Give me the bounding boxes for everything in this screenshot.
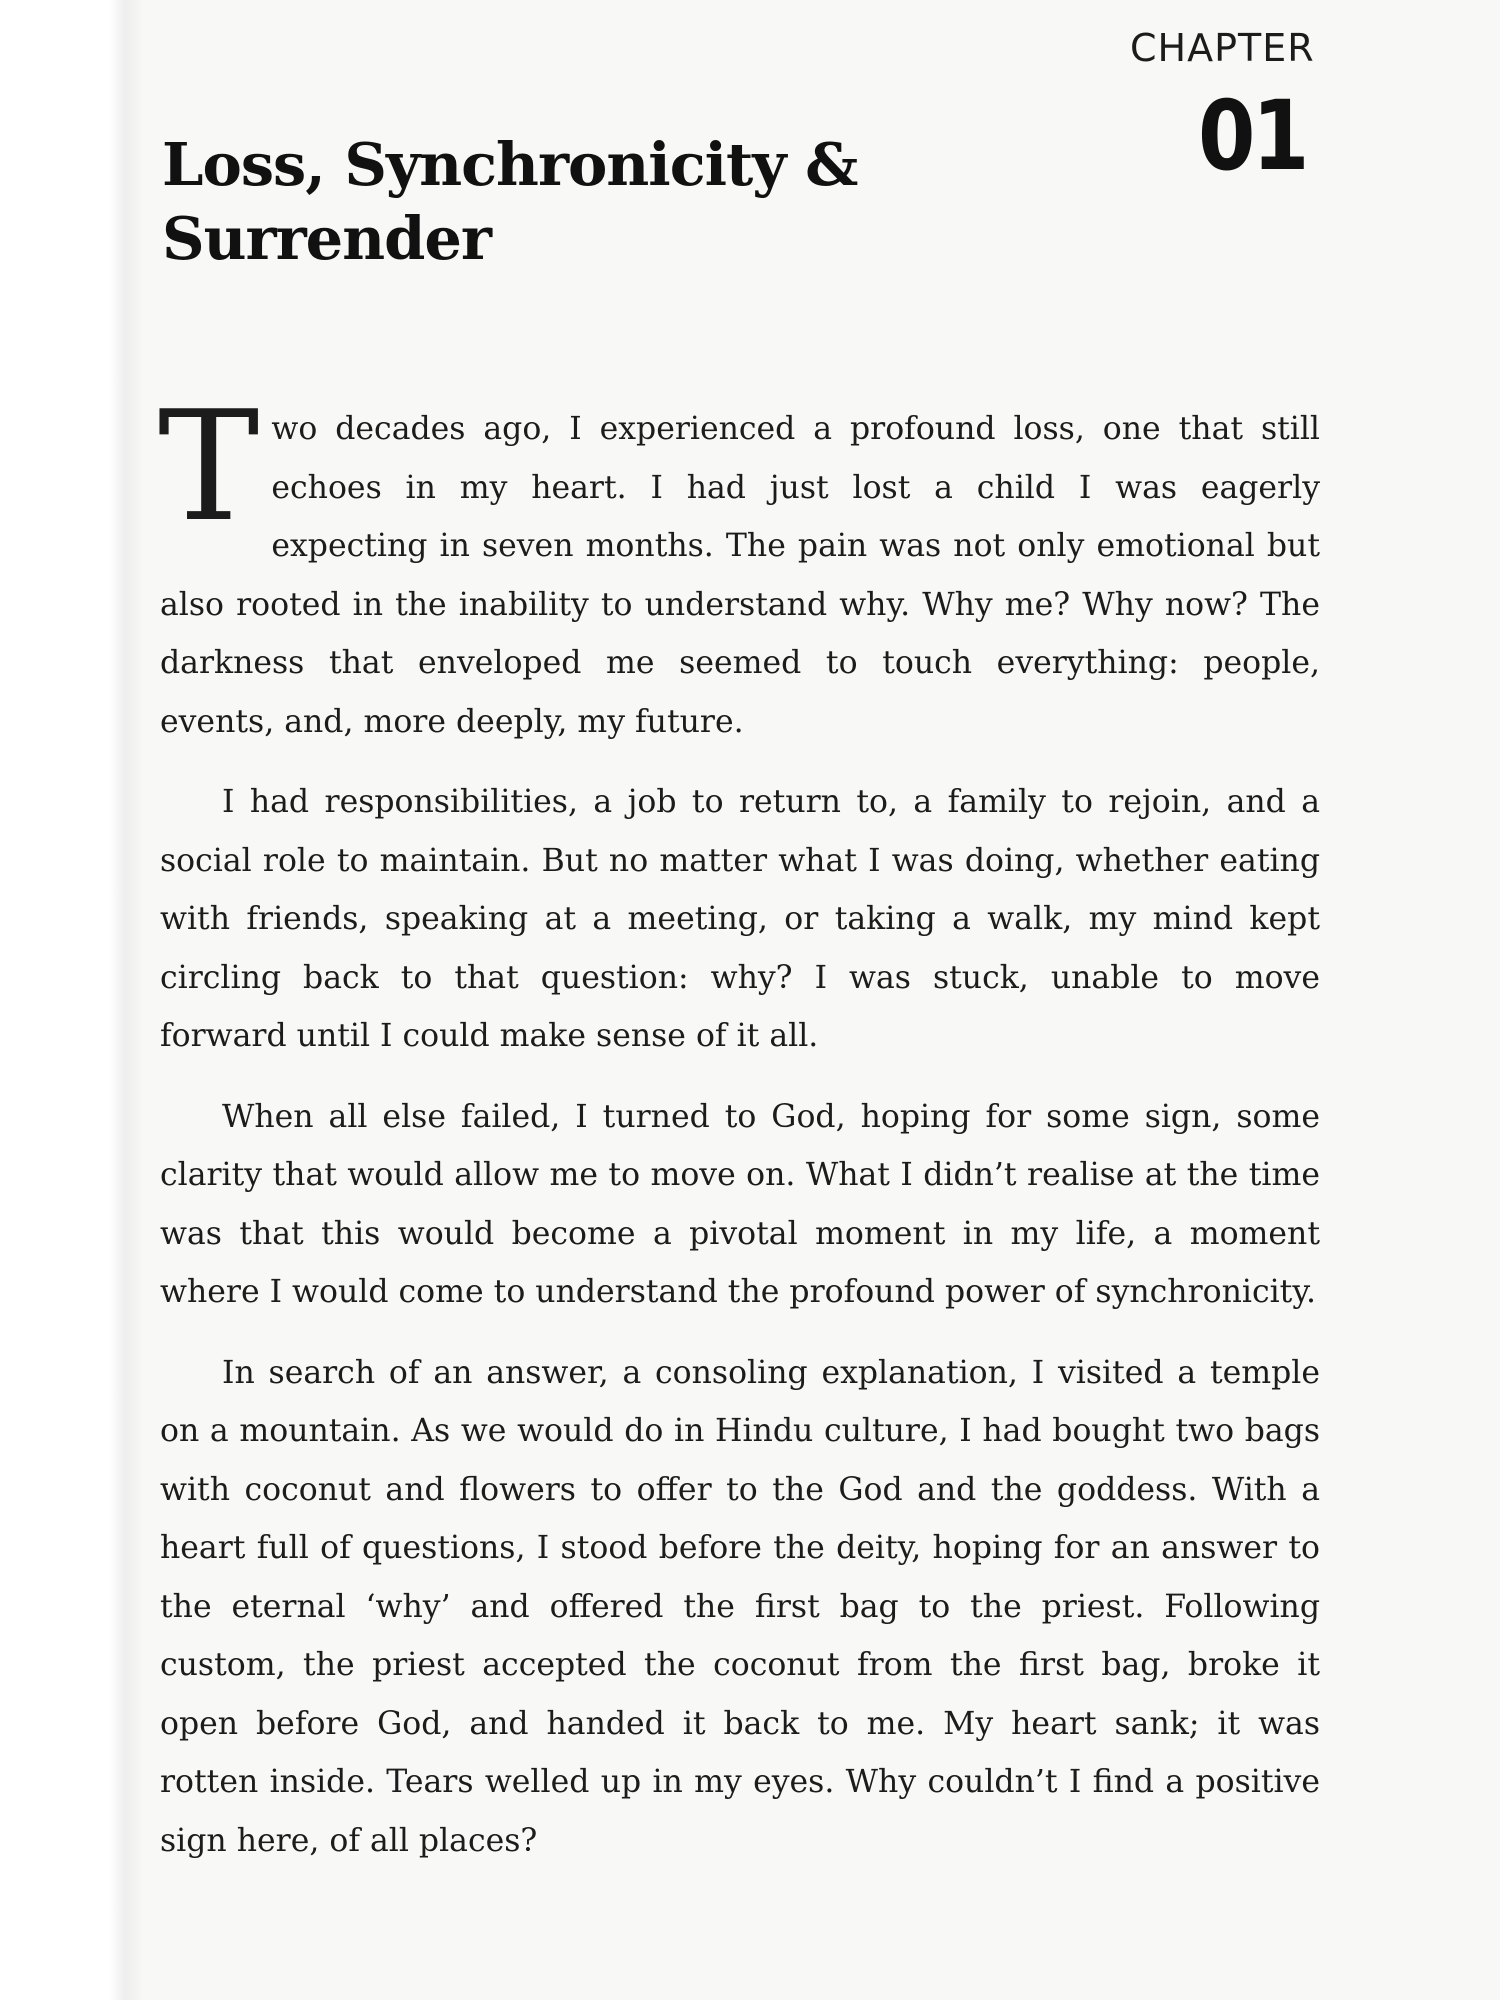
paragraph-4: In search of an answer, a consoling explanation, I visited a temple on a mountain. As we would do in Hindu culture, I had bought two bags with coconut and flowers to offer to the God and the goddess. With a heart full of questions, I stood before the deity, hoping for an answer to the eternal ‘why’ and offered the first bag to the priest. Following custom, the priest accepted the coconut from the first bag, broke it open before God, and handed it back to me. My heart sank; it was rotten inside. Tears welled up in my eyes. Why couldn’t I find a positive sign here, of all places? (160, 1354, 1320, 1859)
scan-edge (0, 0, 142, 2000)
chapter-number: 01 (1198, 80, 1307, 192)
drop-cap: T (158, 378, 260, 555)
chapter-label: CHAPTER (1130, 26, 1315, 70)
chapter-title: Loss, Synchronicity & Surrender (162, 130, 858, 273)
paragraph-1 (158, 378, 1320, 751)
paragraph-2: I had responsibilities, a job to return to, a family to rejoin, and a social role to maintain. But no matter what I was doing, whether eating with friends, speaking at a meeting, or taking a walk, my mind kept circling back to that question: why? I was stuck, unable to move forward until I could make sense of it all. (160, 784, 1320, 1054)
paragraph-3: When all else failed, I turned to God, hoping for some sign, some clarity that would allow me to move on. What I didn’t realise at the time was that this would become a pivotal moment in my life, a moment where I would come to understand the profound power of synchronicity. (160, 1098, 1320, 1310)
paragraph-text: wo decades ago, I experienced a profound loss, one that still echoes in my heart. I had just lost a child I was eagerly expecting in seven months. The pain was not only emotional but also rooted in the inability to understand why. Why me? Why now? The darkness that enveloped me seemed to touch everything: people, events, and, more deeply, my future. (160, 411, 1320, 740)
chapter-body (158, 378, 1320, 1892)
